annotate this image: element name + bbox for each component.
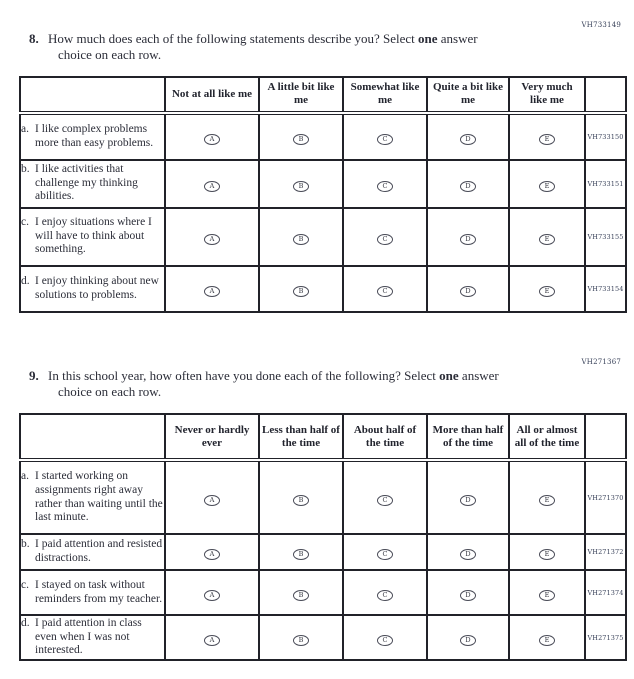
q9-row-c-option-cell-d[interactable] bbox=[427, 570, 509, 615]
q8-row-c-bubble-c[interactable]: C bbox=[377, 234, 393, 245]
q8-row-d-option-cell-d[interactable] bbox=[427, 266, 509, 312]
q9-row-c-bubble-a[interactable]: A bbox=[204, 590, 220, 601]
q9-row-d-bubble-c[interactable]: C bbox=[377, 635, 393, 646]
q9-row-b-option-cell-d[interactable] bbox=[427, 534, 509, 570]
question-8-stem bbox=[29, 31, 589, 64]
question-8-number: 8. bbox=[29, 31, 39, 46]
q8-column-header-2: A little bit like me bbox=[259, 77, 343, 113]
q8-row-d-bubble-b[interactable]: B bbox=[293, 286, 309, 297]
q9-row-c-statement bbox=[20, 570, 165, 615]
q9-code-column-header bbox=[585, 414, 626, 460]
q9-row-d-option-cell-a[interactable] bbox=[165, 615, 259, 660]
q8-row-b-bubble-d[interactable]: D bbox=[460, 181, 476, 192]
q8-row-d bbox=[20, 266, 626, 312]
q8-row-a-bubble-c[interactable]: C bbox=[377, 134, 393, 145]
q8-row-b-option-cell-c[interactable] bbox=[343, 160, 427, 208]
question-8-text-bold: one bbox=[418, 31, 438, 46]
q8-row-c-option-cell-c[interactable] bbox=[343, 208, 427, 266]
q8-row-b-bubble-e[interactable]: E bbox=[539, 181, 555, 192]
q9-header-row bbox=[20, 414, 626, 460]
question-8-text bbox=[48, 31, 578, 64]
q9-row-a bbox=[20, 460, 626, 534]
question-9-stem bbox=[29, 368, 589, 401]
question-8-text-pre: How much does each of the following statements describe you? Select bbox=[48, 31, 419, 46]
row-text: I like complex problems more than easy problems. bbox=[35, 122, 154, 149]
q8-row-a-option-cell-a[interactable] bbox=[165, 113, 259, 160]
question-8-accession-code: VH733149 bbox=[581, 21, 621, 29]
q8-row-c-item-code: VH733155 bbox=[585, 208, 626, 266]
q8-column-header-5: Very much like me bbox=[509, 77, 585, 113]
question-8-response-table bbox=[19, 76, 627, 313]
q8-row-d-bubble-a[interactable]: A bbox=[204, 286, 220, 297]
q9-column-header-4: More than half of the time bbox=[427, 414, 509, 460]
q8-row-a-bubble-d[interactable]: D bbox=[460, 134, 476, 145]
q9-row-c-option-cell-b[interactable] bbox=[259, 570, 343, 615]
q9-row-d-statement bbox=[20, 615, 165, 660]
q9-column-header-5: All or almost all of the time bbox=[509, 414, 585, 460]
q8-row-a-bubble-e[interactable]: E bbox=[539, 134, 555, 145]
q9-row-c-bubble-d[interactable]: D bbox=[460, 590, 476, 601]
q9-row-c-option-cell-a[interactable] bbox=[165, 570, 259, 615]
q9-row-b-item-code: VH271372 bbox=[585, 534, 626, 570]
row-text: I stayed on task without reminders from my teacher. bbox=[35, 578, 163, 605]
question-9-number: 9. bbox=[29, 367, 39, 383]
q9-row-c-bubble-c[interactable]: C bbox=[377, 590, 393, 601]
q9-row-a-option-cell-e[interactable] bbox=[509, 460, 585, 534]
q9-column-header-3: About half of the time bbox=[343, 414, 427, 460]
q8-row-b-option-cell-b[interactable] bbox=[259, 160, 343, 208]
q8-row-d-item-code: VH733154 bbox=[585, 266, 626, 312]
q8-row-c-option-cell-a[interactable] bbox=[165, 208, 259, 266]
question-9-text-pre: In this school year, how often have you done each of the following? Select bbox=[48, 367, 440, 383]
q8-row-c-bubble-b[interactable]: B bbox=[293, 234, 309, 245]
q9-row-d-bubble-d[interactable]: D bbox=[460, 635, 476, 646]
q9-row-b-statement bbox=[20, 534, 165, 570]
q8-row-d-option-cell-a[interactable] bbox=[165, 266, 259, 312]
q9-row-a-bubble-a[interactable]: A bbox=[204, 495, 220, 506]
q8-row-a-option-cell-d[interactable] bbox=[427, 113, 509, 160]
q8-row-c-bubble-a[interactable]: A bbox=[204, 234, 220, 245]
question-9-text-line2: choice on each row. bbox=[58, 383, 162, 399]
q9-row-c-item-code: VH271374 bbox=[585, 570, 626, 615]
q8-row-b-statement bbox=[20, 160, 165, 208]
q8-code-column-header bbox=[585, 77, 626, 113]
q9-row-a-bubble-e[interactable]: E bbox=[539, 495, 555, 506]
q9-row-b-bubble-a[interactable]: A bbox=[204, 549, 220, 560]
q8-row-a-option-cell-b[interactable] bbox=[259, 113, 343, 160]
q9-row-a-option-cell-b[interactable] bbox=[259, 460, 343, 534]
q8-row-b-bubble-b[interactable]: B bbox=[293, 181, 309, 192]
q8-column-header-4: Quite a bit like me bbox=[427, 77, 509, 113]
question-9-text bbox=[48, 368, 578, 401]
q9-row-a-bubble-c[interactable]: C bbox=[377, 495, 393, 506]
row-letter: c. bbox=[21, 215, 29, 228]
q9-row-c-option-cell-c[interactable] bbox=[343, 570, 427, 615]
q9-column-header-2: Less than half of the time bbox=[259, 414, 343, 460]
q8-row-b-option-cell-e[interactable] bbox=[509, 160, 585, 208]
q9-row-d-option-cell-c[interactable] bbox=[343, 615, 427, 660]
q9-row-b-option-cell-e[interactable] bbox=[509, 534, 585, 570]
q9-row-b-option-cell-a[interactable] bbox=[165, 534, 259, 570]
q8-row-a bbox=[20, 113, 626, 160]
row-letter: d. bbox=[21, 616, 30, 629]
q9-row-d bbox=[20, 615, 626, 660]
q8-row-d-option-cell-b[interactable] bbox=[259, 266, 343, 312]
question-8-text-post: answer bbox=[437, 31, 478, 46]
row-letter: b. bbox=[21, 538, 30, 551]
row-letter: a. bbox=[21, 469, 29, 482]
q9-row-d-option-cell-b[interactable] bbox=[259, 615, 343, 660]
q8-row-a-bubble-a[interactable]: A bbox=[204, 134, 220, 145]
q8-row-c-option-cell-e[interactable] bbox=[509, 208, 585, 266]
q9-row-b-option-cell-b[interactable] bbox=[259, 534, 343, 570]
q8-column-header-3: Somewhat like me bbox=[343, 77, 427, 113]
row-letter: c. bbox=[21, 578, 29, 591]
q9-row-b-bubble-d[interactable]: D bbox=[460, 549, 476, 560]
q9-row-b bbox=[20, 534, 626, 570]
q9-row-c-option-cell-e[interactable] bbox=[509, 570, 585, 615]
question-9-accession-code: VH271367 bbox=[581, 357, 621, 366]
q9-row-b-bubble-e[interactable]: E bbox=[539, 549, 555, 560]
row-letter: d. bbox=[21, 274, 30, 287]
q8-row-c-statement bbox=[20, 208, 165, 266]
question-9-response-table bbox=[19, 413, 627, 661]
q8-row-c bbox=[20, 208, 626, 266]
q9-empty-corner-cell bbox=[20, 414, 165, 460]
q9-row-a-item-code: VH271370 bbox=[585, 460, 626, 534]
q8-row-a-statement bbox=[20, 113, 165, 160]
q9-row-c bbox=[20, 570, 626, 615]
q8-row-d-option-cell-c[interactable] bbox=[343, 266, 427, 312]
q9-row-b-bubble-b[interactable]: B bbox=[293, 549, 309, 560]
q8-column-header-1: Not at all like me bbox=[165, 77, 259, 113]
q8-header-row bbox=[20, 77, 626, 113]
row-text: I enjoy situations where I will have to think about something. bbox=[35, 215, 152, 256]
question-9-text-bold: one bbox=[439, 367, 459, 383]
q9-row-d-bubble-e[interactable]: E bbox=[539, 635, 555, 646]
q8-row-b-item-code: VH733151 bbox=[585, 160, 626, 208]
q8-row-b bbox=[20, 160, 626, 208]
question-8-text-line2: choice on each row. bbox=[58, 47, 162, 63]
q8-row-a-item-code: VH733150 bbox=[585, 113, 626, 160]
q8-empty-corner-cell bbox=[20, 77, 165, 113]
q8-row-b-option-cell-d[interactable] bbox=[427, 160, 509, 208]
q8-row-c-option-cell-d[interactable] bbox=[427, 208, 509, 266]
q9-row-d-bubble-a[interactable]: A bbox=[204, 635, 220, 646]
q9-row-a-option-cell-a[interactable] bbox=[165, 460, 259, 534]
q9-column-header-1: Never or hardly ever bbox=[165, 414, 259, 460]
q9-row-c-bubble-b[interactable]: B bbox=[293, 590, 309, 601]
q8-row-b-option-cell-a[interactable] bbox=[165, 160, 259, 208]
q9-row-d-bubble-b[interactable]: B bbox=[293, 635, 309, 646]
q9-row-b-option-cell-c[interactable] bbox=[343, 534, 427, 570]
q9-row-a-bubble-d[interactable]: D bbox=[460, 495, 476, 506]
q8-row-c-bubble-e[interactable]: E bbox=[539, 234, 555, 245]
q8-row-d-option-cell-e[interactable] bbox=[509, 266, 585, 312]
q9-row-a-statement bbox=[20, 460, 165, 534]
q9-row-b-bubble-c[interactable]: C bbox=[377, 549, 393, 560]
row-text: I like activities that challenge my thinking abilities. bbox=[35, 162, 138, 203]
q9-row-a-bubble-b[interactable]: B bbox=[293, 495, 309, 506]
q8-row-d-bubble-d[interactable]: D bbox=[460, 286, 476, 297]
q8-row-d-statement bbox=[20, 266, 165, 312]
row-text: I started working on assignments right away rather than waiting until the last minute. bbox=[35, 469, 163, 524]
row-text: I paid attention and resisted distractions. bbox=[35, 538, 163, 564]
row-text: I paid attention in class even when I was not interested. bbox=[35, 616, 142, 657]
q9-row-d-option-cell-e[interactable] bbox=[509, 615, 585, 660]
q9-row-a-option-cell-d[interactable] bbox=[427, 460, 509, 534]
row-letter: b. bbox=[21, 162, 30, 175]
q8-row-c-bubble-d[interactable]: D bbox=[460, 234, 476, 245]
q9-row-a-option-cell-c[interactable] bbox=[343, 460, 427, 534]
q8-row-a-option-cell-e[interactable] bbox=[509, 113, 585, 160]
question-9-text-post: answer bbox=[458, 367, 499, 383]
q8-row-c-option-cell-b[interactable] bbox=[259, 208, 343, 266]
q8-row-a-option-cell-c[interactable] bbox=[343, 113, 427, 160]
q8-row-d-bubble-c[interactable]: C bbox=[377, 286, 393, 297]
q8-row-a-bubble-b[interactable]: B bbox=[293, 134, 309, 145]
q9-row-d-option-cell-d[interactable] bbox=[427, 615, 509, 660]
q8-row-b-bubble-a[interactable]: A bbox=[204, 181, 220, 192]
q8-row-d-bubble-e[interactable]: E bbox=[539, 286, 555, 297]
row-letter: a. bbox=[21, 122, 29, 135]
q8-row-b-bubble-c[interactable]: C bbox=[377, 181, 393, 192]
q9-row-d-item-code: VH271375 bbox=[585, 615, 626, 660]
row-text: I enjoy thinking about new solutions to problems. bbox=[35, 274, 159, 301]
q9-row-c-bubble-e[interactable]: E bbox=[539, 590, 555, 601]
